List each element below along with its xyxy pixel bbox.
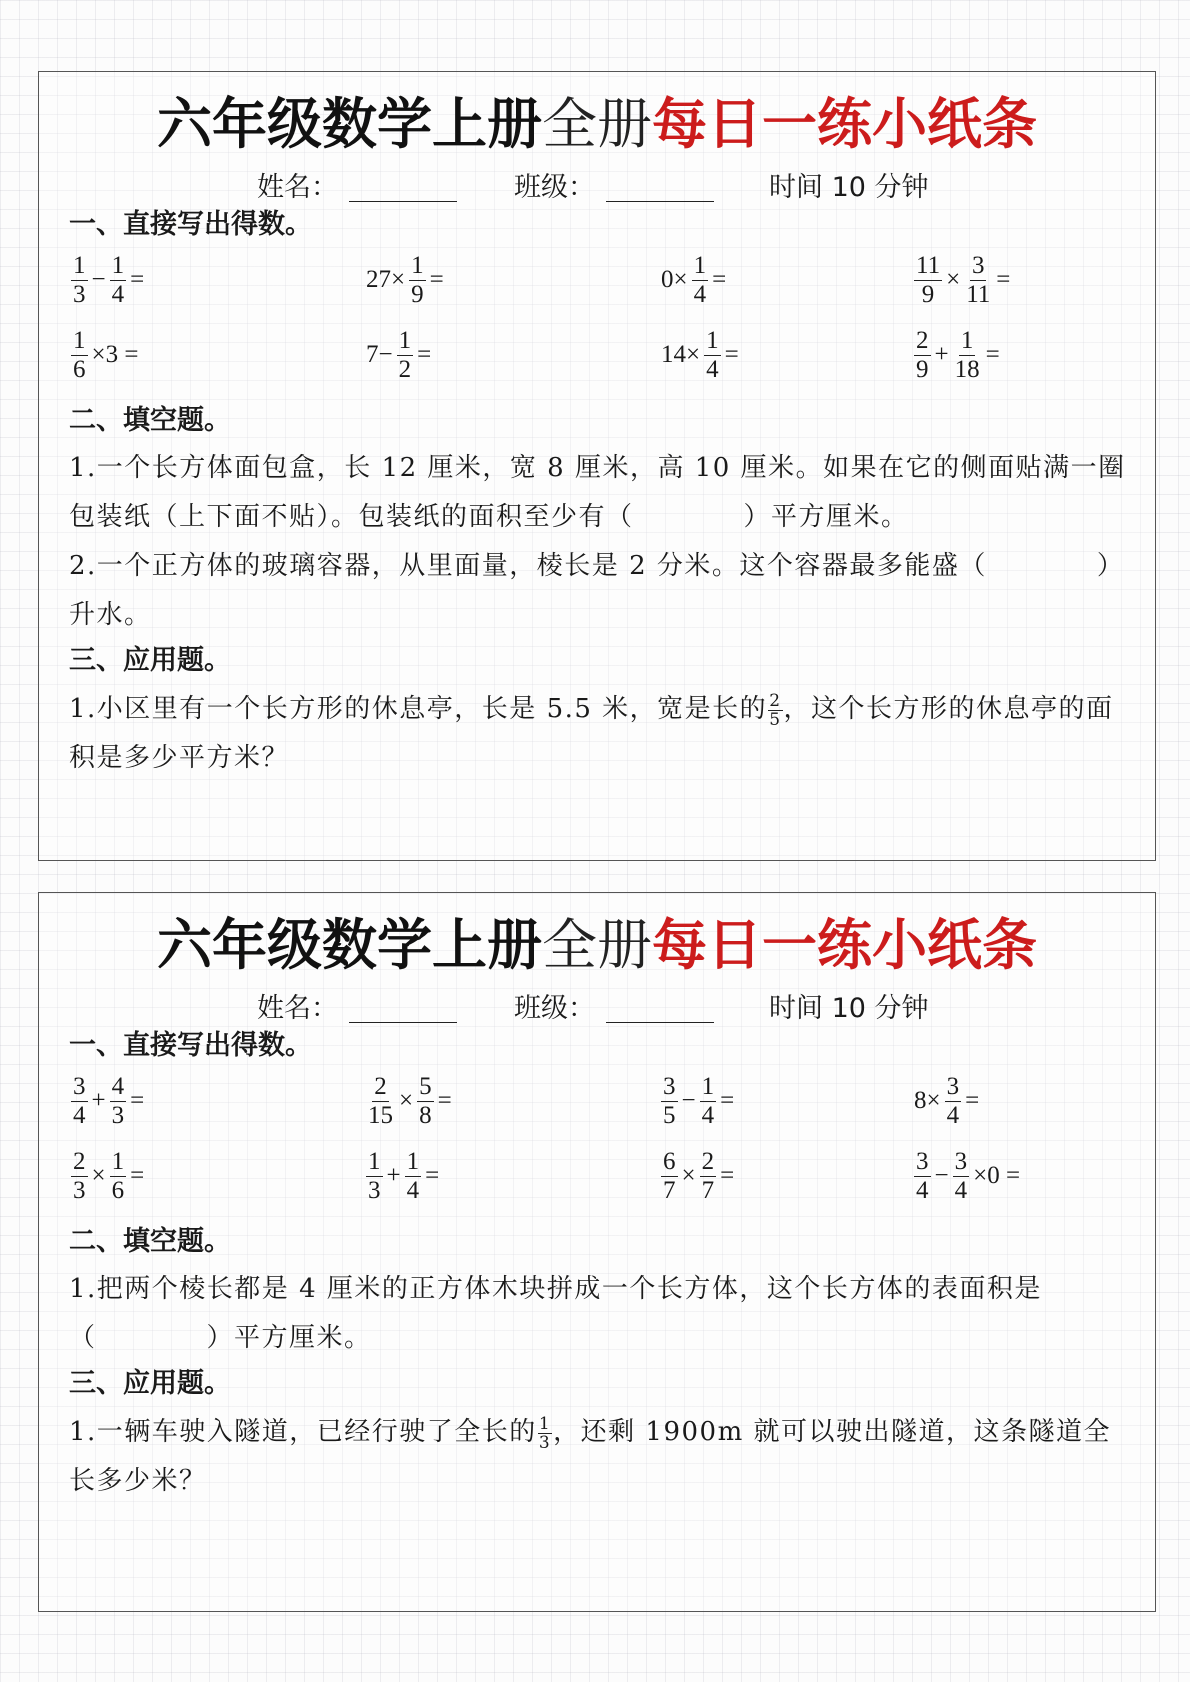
expression bbox=[69, 1070, 146, 1132]
operator: = bbox=[712, 266, 727, 293]
operator: + bbox=[934, 341, 949, 368]
fraction bbox=[110, 1073, 127, 1130]
numerator: 6 bbox=[663, 1147, 676, 1175]
operator: ×0 = bbox=[973, 1162, 1021, 1189]
operator: × bbox=[946, 266, 961, 293]
practice-card-2 bbox=[38, 892, 1156, 1612]
expression bbox=[659, 1145, 736, 1207]
operator: = bbox=[720, 1087, 735, 1114]
operator: + bbox=[386, 1162, 401, 1189]
fraction bbox=[409, 252, 426, 309]
title-daily-part: 每日一练小纸条 bbox=[652, 92, 1038, 156]
fraction bbox=[953, 1148, 970, 1205]
expression bbox=[659, 1070, 736, 1132]
denominator: 15 bbox=[368, 1101, 393, 1129]
title-grade-part: 六年级数学上册 bbox=[156, 913, 542, 977]
app-text-before: 1.小区里有一个长方形的休息亭，长是 5.5 米，宽是长的 bbox=[69, 694, 768, 724]
numerator: 2 bbox=[73, 1147, 86, 1175]
name-blank[interactable] bbox=[349, 1021, 457, 1023]
name-label: 姓名： bbox=[257, 172, 338, 203]
operator: = bbox=[996, 266, 1011, 293]
fraction bbox=[692, 252, 709, 309]
denominator: 4 bbox=[111, 280, 125, 308]
denominator: 7 bbox=[663, 1176, 676, 1204]
section-direct-calc: 一、直接写出得数。 bbox=[69, 1030, 312, 1061]
name-blank[interactable] bbox=[349, 200, 457, 202]
card-title bbox=[39, 88, 1155, 160]
time-label: 时间 10 分钟 bbox=[769, 993, 929, 1024]
operator: × bbox=[91, 1162, 106, 1189]
operator: × bbox=[399, 1087, 414, 1114]
operator: = bbox=[130, 266, 145, 293]
numerator: 1 bbox=[73, 251, 86, 279]
numerator: 1 bbox=[701, 1072, 715, 1100]
denominator: 9 bbox=[916, 355, 929, 383]
numerator: 2 bbox=[374, 1072, 387, 1100]
operand: 7− bbox=[366, 341, 393, 368]
expression bbox=[69, 249, 146, 311]
fraction bbox=[71, 1073, 88, 1130]
fraction bbox=[397, 327, 414, 384]
class-label: 班级： bbox=[514, 172, 595, 203]
denominator: 3 bbox=[73, 280, 86, 308]
expression bbox=[659, 324, 741, 386]
section-fill-blank: 二、填空题。 bbox=[69, 405, 231, 436]
time-label: 时间 10 分钟 bbox=[769, 172, 929, 203]
numerator: 3 bbox=[663, 1072, 676, 1100]
denominator: 3 bbox=[73, 1176, 86, 1204]
denominator: 4 bbox=[946, 1101, 960, 1129]
denominator: 4 bbox=[916, 1176, 929, 1204]
title-daily-part: 每日一练小纸条 bbox=[652, 913, 1038, 977]
student-info-row bbox=[39, 170, 1155, 206]
operator: − bbox=[681, 1087, 696, 1114]
fraction bbox=[964, 252, 992, 309]
operator: = bbox=[429, 266, 444, 293]
numerator: 3 bbox=[73, 1072, 86, 1100]
fill-question-2: 2.一个正方体的玻璃容器，从里面量，棱长是 2 分米。这个容器最多能盛（ ）升水。 bbox=[69, 551, 1125, 630]
numerator: 1 bbox=[111, 251, 125, 279]
operator: × bbox=[681, 1162, 696, 1189]
fill-question-1: 1.一个长方体面包盒，长 12 厘米，宽 8 厘米，高 10 厘米。如果在它的侧面贴满一圈包装纸（上下面不贴）。包装纸的面积至少有（ ）平方厘米。 bbox=[69, 453, 1126, 532]
expression bbox=[912, 1145, 1022, 1207]
fraction bbox=[71, 327, 88, 384]
inline-fraction: $\frac{1}{3}$ bbox=[538, 1413, 552, 1453]
fraction bbox=[914, 1148, 931, 1205]
operator: = bbox=[425, 1162, 440, 1189]
operator: = bbox=[965, 1087, 980, 1114]
operand: 14× bbox=[661, 341, 701, 368]
fraction bbox=[71, 1148, 88, 1205]
fraction bbox=[71, 252, 88, 309]
numerator: 3 bbox=[916, 1147, 929, 1175]
numerator: 1 bbox=[960, 326, 974, 354]
denominator: 4 bbox=[706, 355, 719, 383]
app-text-after: ，这个长方形的休息亭的面积是多少平方米？ bbox=[69, 694, 1114, 773]
fraction bbox=[110, 1148, 127, 1205]
operator: + bbox=[91, 1087, 106, 1114]
numerator: 2 bbox=[701, 1147, 715, 1175]
operand: 8× bbox=[914, 1087, 941, 1114]
title-full-part: 全册 bbox=[541, 913, 652, 977]
denominator: 9 bbox=[921, 280, 935, 308]
numerator: 3 bbox=[971, 251, 985, 279]
numerator: 1 bbox=[368, 1147, 381, 1175]
denominator: 4 bbox=[693, 280, 707, 308]
numerator: 11 bbox=[916, 251, 941, 279]
operator: − bbox=[934, 1162, 949, 1189]
denominator: 4 bbox=[406, 1176, 420, 1204]
expression bbox=[69, 1145, 146, 1207]
expression bbox=[364, 1070, 454, 1132]
numerator: 1 bbox=[706, 326, 719, 354]
operator: = bbox=[985, 341, 1000, 368]
app-text-after: ，还剩 1900m 就可以驶出隧道，这条隧道全长多少米？ bbox=[69, 1417, 1111, 1496]
expression bbox=[912, 249, 1012, 311]
fraction bbox=[661, 1148, 678, 1205]
card-title bbox=[39, 909, 1155, 981]
fraction bbox=[110, 252, 127, 309]
section-fill-blank: 二、填空题。 bbox=[69, 1226, 231, 1257]
fraction bbox=[405, 1148, 422, 1205]
operand: 27× bbox=[366, 266, 406, 293]
fraction bbox=[700, 1148, 717, 1205]
expression bbox=[912, 324, 1002, 386]
class-blank[interactable] bbox=[606, 200, 714, 202]
denominator: 3 bbox=[111, 1101, 125, 1129]
fraction bbox=[366, 1148, 383, 1205]
operator: = bbox=[724, 341, 739, 368]
denominator: 4 bbox=[73, 1101, 86, 1129]
student-info-row bbox=[39, 991, 1155, 1027]
numerator: 1 bbox=[111, 1147, 125, 1175]
expression bbox=[69, 324, 140, 386]
numerator: 5 bbox=[419, 1072, 432, 1100]
fraction bbox=[700, 1073, 717, 1130]
denominator: 5 bbox=[663, 1101, 676, 1129]
numerator: 3 bbox=[954, 1147, 968, 1175]
expression bbox=[364, 324, 433, 386]
denominator: 4 bbox=[954, 1176, 968, 1204]
denominator: 4 bbox=[701, 1101, 715, 1129]
section-application: 三、应用题。 bbox=[69, 1368, 231, 1399]
title-full-part: 全册 bbox=[541, 92, 652, 156]
denominator: 8 bbox=[419, 1101, 432, 1129]
numerator: 3 bbox=[946, 1072, 960, 1100]
denominator: 2 bbox=[398, 355, 412, 383]
practice-card-1 bbox=[38, 71, 1156, 861]
denominator: 7 bbox=[701, 1176, 715, 1204]
denominator: 11 bbox=[966, 280, 991, 308]
numerator: 1 bbox=[398, 326, 412, 354]
fraction bbox=[945, 1073, 962, 1130]
denominator: 6 bbox=[73, 355, 86, 383]
fraction bbox=[417, 1073, 434, 1130]
fraction bbox=[914, 252, 942, 309]
fraction bbox=[704, 327, 721, 384]
section-application: 三、应用题。 bbox=[69, 645, 231, 676]
name-label: 姓名： bbox=[257, 993, 338, 1024]
section-direct-calc: 一、直接写出得数。 bbox=[69, 209, 312, 240]
application-question-1 bbox=[69, 1408, 1131, 1506]
numerator: 2 bbox=[916, 326, 929, 354]
operator: = bbox=[417, 341, 432, 368]
fraction bbox=[953, 327, 982, 384]
operand: 0× bbox=[661, 266, 688, 293]
fraction bbox=[661, 1073, 678, 1130]
numerator: 1 bbox=[411, 251, 424, 279]
operator: = bbox=[437, 1087, 452, 1114]
class-blank[interactable] bbox=[606, 1021, 714, 1023]
application-question-1 bbox=[69, 685, 1131, 783]
app-text-before: 1.一辆车驶入隧道，已经行驶了全长的 bbox=[69, 1417, 537, 1447]
fraction bbox=[366, 1073, 395, 1130]
operator: = bbox=[130, 1162, 145, 1189]
numerator: 4 bbox=[111, 1072, 125, 1100]
expression bbox=[364, 249, 446, 311]
title-grade-part: 六年级数学上册 bbox=[156, 92, 542, 156]
numerator: 1 bbox=[406, 1147, 420, 1175]
expression bbox=[364, 1145, 441, 1207]
fraction bbox=[914, 327, 931, 384]
operator: ×3 = bbox=[91, 341, 139, 368]
fill-question-1: 1.把两个棱长都是 4 厘米的正方体木块拼成一个长方体，这个长方体的表面积是（ ）平方厘米。 bbox=[69, 1274, 1042, 1353]
operator: = bbox=[720, 1162, 735, 1189]
numerator: 1 bbox=[693, 251, 707, 279]
operator: = bbox=[130, 1087, 145, 1114]
denominator: 3 bbox=[368, 1176, 381, 1204]
denominator: 18 bbox=[954, 355, 980, 383]
expression bbox=[659, 249, 728, 311]
numerator: 1 bbox=[73, 326, 86, 354]
expression bbox=[912, 1070, 981, 1132]
operator: − bbox=[91, 266, 106, 293]
denominator: 6 bbox=[111, 1176, 125, 1204]
class-label: 班级： bbox=[514, 993, 595, 1024]
denominator: 9 bbox=[411, 280, 424, 308]
inline-fraction: $\frac{2}{5}$ bbox=[769, 690, 782, 730]
